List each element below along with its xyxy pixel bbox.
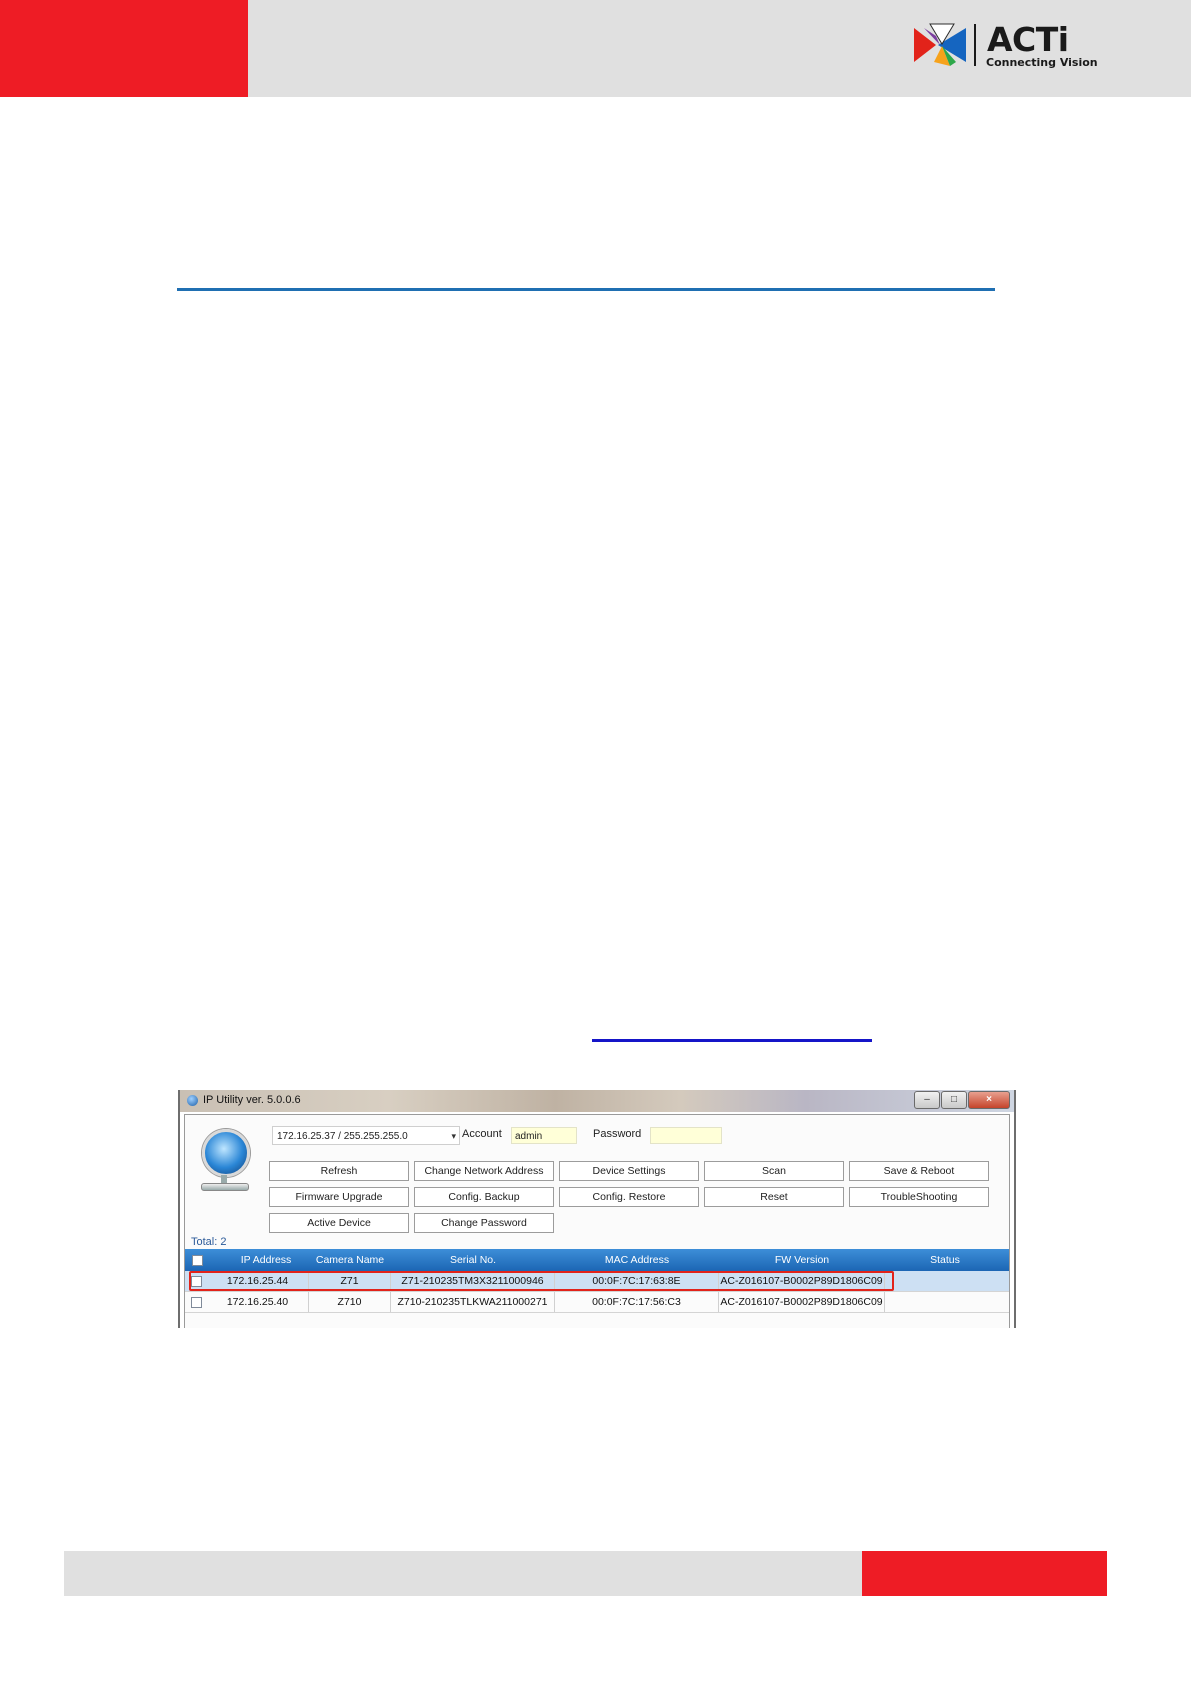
config-restore-button[interactable]: Config. Restore bbox=[559, 1187, 699, 1207]
ip-utility-window bbox=[178, 1090, 1016, 1328]
column-status[interactable]: Status bbox=[930, 1254, 960, 1266]
cell-mac-address: 00:0F:7C:17:56:C3 bbox=[555, 1292, 719, 1312]
troubleshooting-button[interactable]: TroubleShooting bbox=[849, 1187, 989, 1207]
cell-fw-version: AC-Z016107-B0002P89D1806C09 bbox=[719, 1292, 885, 1312]
dropdown-arrow-icon[interactable]: ▾ bbox=[451, 1131, 456, 1141]
row-checkbox[interactable] bbox=[191, 1297, 202, 1308]
cell-ip-address: 172.16.25.44 bbox=[207, 1271, 309, 1291]
cell-ip-address: 172.16.25.40 bbox=[207, 1292, 309, 1312]
cell-serial-no: Z710-210235TLKWA211000271 bbox=[391, 1292, 555, 1312]
column-serial-no[interactable]: Serial No. bbox=[449, 1254, 497, 1266]
link-underline[interactable] bbox=[592, 1039, 872, 1042]
app-icon bbox=[187, 1095, 198, 1106]
network-select-value: 172.16.25.37 / 255.255.255.0 bbox=[277, 1131, 408, 1142]
minimize-icon[interactable]: – bbox=[914, 1091, 940, 1109]
cell-status bbox=[885, 1271, 1009, 1291]
refresh-button[interactable]: Refresh bbox=[269, 1161, 409, 1181]
device-grid-header bbox=[185, 1249, 1009, 1271]
column-camera-name[interactable]: Camera Name bbox=[315, 1254, 385, 1266]
window-controls bbox=[913, 1091, 1010, 1109]
cell-serial-no: Z71-210235TM3X3211000946 bbox=[391, 1271, 555, 1291]
device-total: Total: 2 bbox=[191, 1236, 227, 1248]
reset-button[interactable]: Reset bbox=[704, 1187, 844, 1207]
cell-mac-address: 00:0F:7C:17:63:8E bbox=[555, 1271, 719, 1291]
maximize-icon[interactable]: □ bbox=[941, 1091, 967, 1109]
close-icon[interactable]: × bbox=[968, 1091, 1010, 1109]
change-network-address-button[interactable]: Change Network Address bbox=[414, 1161, 554, 1181]
network-globe-icon bbox=[199, 1129, 249, 1193]
row-divider bbox=[185, 1312, 1009, 1313]
row-checkbox-cell bbox=[185, 1292, 207, 1312]
cell-camera-name: Z71 bbox=[309, 1271, 391, 1291]
title-divider bbox=[177, 288, 995, 291]
change-password-button[interactable]: Change Password bbox=[414, 1213, 554, 1233]
config-backup-button[interactable]: Config. Backup bbox=[414, 1187, 554, 1207]
header-red-block bbox=[0, 0, 248, 97]
scan-button[interactable]: Scan bbox=[704, 1161, 844, 1181]
column-fw-version[interactable]: FW Version bbox=[774, 1254, 830, 1266]
cell-fw-version: AC-Z016107-B0002P89D1806C09 bbox=[719, 1271, 885, 1291]
acti-logo-icon bbox=[912, 22, 972, 68]
window-title: IP Utility ver. 5.0.0.6 bbox=[203, 1094, 301, 1106]
password-field[interactable] bbox=[650, 1127, 722, 1144]
select-all-checkbox[interactable] bbox=[192, 1255, 203, 1266]
column-mac-address[interactable]: MAC Address bbox=[604, 1254, 670, 1266]
cell-status bbox=[885, 1292, 1009, 1312]
account-field[interactable]: admin bbox=[511, 1127, 577, 1144]
password-label: Password bbox=[593, 1128, 642, 1140]
network-select[interactable] bbox=[272, 1126, 460, 1145]
acti-logo bbox=[912, 20, 1098, 72]
logo-separator bbox=[974, 24, 976, 66]
brand-name: ACTi bbox=[987, 20, 1069, 59]
account-label: Account bbox=[462, 1128, 502, 1140]
save-reboot-button[interactable]: Save & Reboot bbox=[849, 1161, 989, 1181]
window-titlebar[interactable] bbox=[180, 1090, 1014, 1112]
column-ip-address[interactable]: IP Address bbox=[240, 1254, 292, 1266]
active-device-button[interactable]: Active Device bbox=[269, 1213, 409, 1233]
main-panel bbox=[184, 1114, 1010, 1328]
table-row[interactable] bbox=[185, 1292, 1009, 1312]
footer-red-block bbox=[862, 1551, 1107, 1596]
device-settings-button[interactable]: Device Settings bbox=[559, 1161, 699, 1181]
firmware-upgrade-button[interactable]: Firmware Upgrade bbox=[269, 1187, 409, 1207]
brand-tagline: Connecting Vision bbox=[986, 56, 1098, 69]
selected-row-highlight bbox=[189, 1271, 894, 1291]
cell-camera-name: Z710 bbox=[309, 1292, 391, 1312]
